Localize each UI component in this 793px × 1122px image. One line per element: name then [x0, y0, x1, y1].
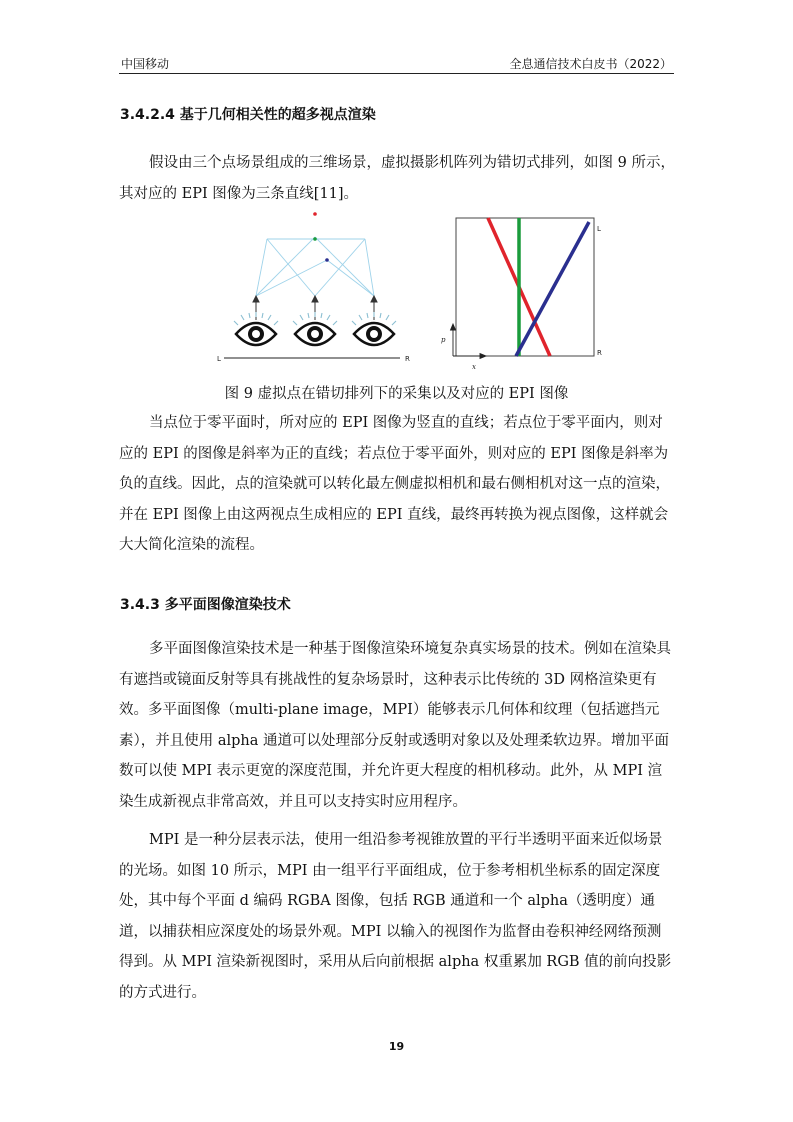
header-rule [119, 73, 674, 74]
page-number: 19 [388, 1040, 405, 1053]
scene-point-blue [325, 258, 329, 262]
section-heading-3-4-2-4: 3.4.2.4 基于几何相关性的超多视点渲染 [120, 107, 376, 123]
epi-image-diagram [432, 212, 612, 380]
section-heading-3-4-3: 3.4.3 多平面图像渲染技术 [120, 597, 291, 613]
axis-label-p: p [441, 336, 446, 344]
camera-rays [256, 237, 374, 296]
mpi-intro-paragraph: 多平面图像渲染技术是一种基于图像渲染环境复杂真实场景的技术。例如在渲染具有遮挡或镜面反射等具有挑战性的复杂场景时，这种表示比传统的 3D 网格渲染更有效。多平面图像（multi-plane image，MPI）能够表示几何体和纹理（包括遮挡元素），并且使用 alpha 通道可以处理部分反射或透明对象以及处理柔软边界。增加平面数可以使 MPI 表示更宽的深度范围，并允许更大程度的相机移动。此外，从 MPI 渲染生成新视点非常高效，并且可以支持实时应用程序。 [119, 641, 671, 810]
axis-label-x: x [472, 363, 476, 371]
scene-point-green [313, 237, 317, 241]
page-header-left: 中国移动 [121, 57, 170, 71]
mpi-detail-paragraph: MPI 是一种分层表示法，使用一组沿参考视锥放置的平行半透明平面来近似场景的光场。如图 10 所示，MPI 由一组平行平面组成，位于参考相机坐标系的固定深度处，其中每个平面 d 编码 RGBA 图像，包括 RGB 通道和一个 alpha（透明度）通道，以捕获相应深度处的场景外观。MPI 以输入的视图作为监督由卷积神经网络预测得到。从 MPI 渲染新视图时，采用从后向前根据 alpha 权重累加 RGB 值的前向投影的方式进行。 [119, 832, 672, 1001]
camera-array-diagram [210, 208, 420, 370]
eye-icon [352, 312, 396, 345]
page-header-right: 全息通信技术白皮书（2022） [509, 57, 672, 71]
label-l: L [217, 355, 221, 363]
epi-explanation-paragraph: 当点位于零平面时，所对应的 EPI 图像为竖直的直线；若点位于零平面内，则对应的 EPI 的图像是斜率为正的直线；若点位于零平面外，则对应的 EPI 图像是斜率为负的直线。因此，点的渲染就可以转化最左侧虚拟相机和最右侧相机对这一点的渲染，并在 EPI 图像上由这两视点生成相应的 EPI 直线，最终再转换为视点图像，这样就会大大简化渲染的流程。 [119, 415, 670, 554]
epi-label-l: L [597, 225, 601, 233]
figure-caption: 图 9 虚拟点在错切排列下的采集以及对应的 EPI 图像 [224, 386, 569, 402]
epi-line-blue [516, 222, 589, 356]
eye-icon [293, 312, 337, 345]
label-r: R [405, 355, 410, 363]
intro-paragraph: 假设由三个点场景组成的三维场景，虚拟摄影机阵列为错切式排列，如图 9 所示，其对应的 EPI 图像为三条直线[11]。 [119, 155, 675, 202]
epi-frame [456, 218, 594, 356]
epi-label-r: R [597, 349, 602, 357]
scene-point-red [313, 212, 317, 216]
eye-icon [234, 312, 278, 345]
